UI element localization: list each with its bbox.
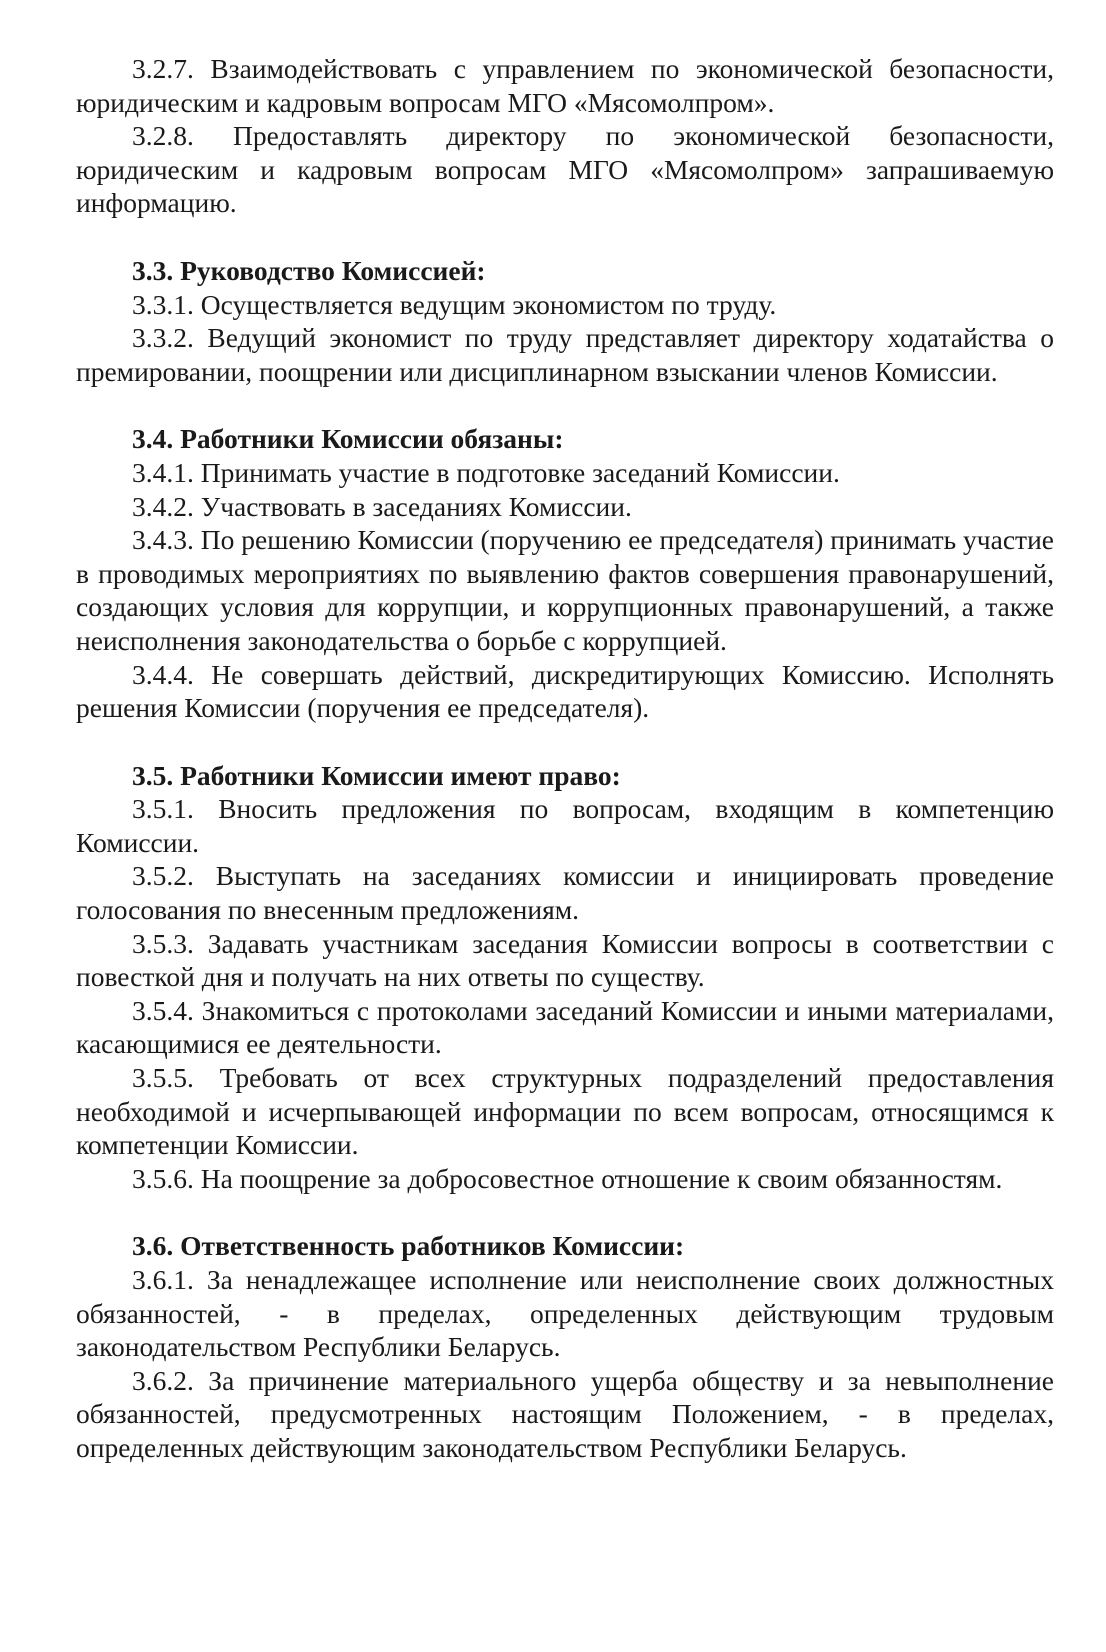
clause-3-6-2: 3.6.2. За причинение материального ущерба обществу и за невыполнение обязанностей, предусмотренных настоящим Положением, - в пределах, определенных действующим законодательством Республики Беларусь. (76, 1364, 1054, 1463)
clause-3-5-4: 3.5.4. Знакомиться с протоколами заседаний Комиссии и иными материалами, касающимися ее деятельности. (76, 994, 1054, 1060)
section-heading-3-4: 3.4. Работники Комиссии обязаны: (132, 423, 564, 455)
clause-3-5-5: 3.5.5. Требовать от всех структурных подразделений предоставления необходимой и исчерпывающей информации по всем вопросам, относящимся к компетенции Комиссии. (76, 1062, 1054, 1161)
clause-3-5-2: 3.5.2. Выступать на заседаниях комиссии и инициировать проведение голосования по внесенным предложениям. (76, 860, 1054, 926)
section-heading-3-6: 3.6. Ответственность работников Комиссии: (132, 1230, 685, 1262)
clause-3-6-1: 3.6.1. За ненадлежащее исполнение или неисполнение своих должностных обязанностей, - в пределах, определенных действующим трудовым законодательством Республики Беларусь. (76, 1264, 1054, 1363)
section-heading-3-3: 3.3. Руководство Комиссией: (132, 254, 486, 286)
section-gap (76, 1195, 1054, 1229)
section-gap (76, 220, 1054, 254)
section-heading-3-5: 3.5. Работники Комиссии имеют право: (132, 759, 621, 791)
clause-3-5-3: 3.5.3. Задавать участникам заседания Комиссии вопросы в соответствии с повесткой дня и получать на них ответы по существу. (76, 927, 1054, 993)
clause-3-4-1: 3.4.1. Принимать участие в подготовке заседаний Комиссии. (132, 456, 840, 488)
clause-3-3-2: 3.3.2. Ведущий экономист по труду представляет директору ходатайства о премировании, поощрении или дисциплинарном взыскании членов Комиссии. (76, 322, 1054, 387)
clause-3-4-3: 3.4.3. По решению Комиссии (поручению ее председателя) принимать участие в проводимых мероприятиях по выявлению фактов совершения правонарушений, создающих условия для коррупции, и коррупционных правонарушений, а также неисполнения законодательства о борьбе с коррупцией. (76, 524, 1054, 656)
clause-3-4-2: 3.4.2. Участвовать в заседаниях Комиссии. (132, 490, 632, 522)
clause-3-2-7: 3.2.7. Взаимодействовать с управлением по экономической безопасности, юридическим и кадровым вопросам МГО «Мясомолпром». (76, 53, 1054, 118)
clause-3-5-1: 3.5.1. Вносить предложения по вопросам, входящим в компетенцию Комиссии. (76, 793, 1054, 858)
clause-3-4-4: 3.4.4. Не совершать действий, дискредитирующих Комиссию. Исполнять решения Комиссии (поручения ее председателя). (76, 658, 1054, 724)
clause-3-3-1: 3.3.1. Осуществляется ведущим экономистом по труду. (132, 288, 777, 320)
clause-3-5-6: 3.5.6. На поощрение за добросовестное отношение к своим обязанностям. (132, 1162, 1003, 1194)
section-gap (76, 388, 1054, 422)
section-gap (76, 725, 1054, 759)
clause-3-2-8: 3.2.8. Предоставлять директору по экономической безопасности, юридическим и кадровым вопросам МГО «Мясомолпром» запрашиваемую информацию. (76, 120, 1054, 219)
